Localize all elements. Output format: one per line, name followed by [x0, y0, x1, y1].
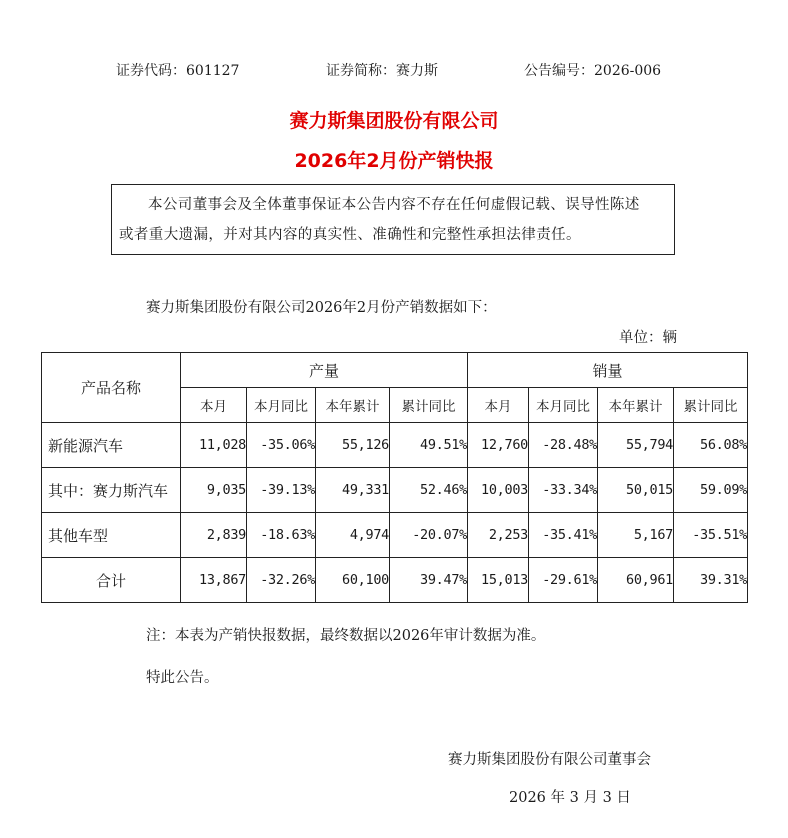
- cell: 56.08%: [674, 423, 748, 468]
- cell: 39.47%: [390, 558, 468, 603]
- cell: 49.51%: [390, 423, 468, 468]
- cell: 2,839: [181, 513, 247, 558]
- stock-abbreviation: 证券简称：赛力斯: [326, 63, 438, 79]
- table-row: [42, 423, 748, 468]
- cell: 39.31%: [674, 558, 748, 603]
- cell: 59.09%: [674, 468, 748, 513]
- cell: -20.07%: [390, 513, 468, 558]
- signature-org: 赛力斯集团股份有限公司董事会: [448, 752, 651, 768]
- column-header-prod-month-yoy: 本月同比: [247, 388, 316, 423]
- cell: 55,126: [316, 423, 390, 468]
- company-title: 赛力斯集团股份有限公司: [289, 110, 499, 132]
- cell: 60,100: [316, 558, 390, 603]
- cell: -28.48%: [529, 423, 598, 468]
- cell: -29.61%: [529, 558, 598, 603]
- column-group-sales: 销量: [468, 353, 748, 388]
- column-header-product-name: 产品名称: [42, 353, 181, 423]
- column-header-sales-ytd: 本年累计: [598, 388, 674, 423]
- cell: 52.46%: [390, 468, 468, 513]
- column-header-sales-month: 本月: [468, 388, 529, 423]
- row-label: 合计: [42, 558, 181, 603]
- column-header-prod-month: 本月: [181, 388, 247, 423]
- cell: 15,013: [468, 558, 529, 603]
- table-row-total: [42, 558, 748, 603]
- unit-label: 单位：辆: [619, 330, 677, 346]
- disclaimer-line-1: 本公司董事会及全体董事保证本公告内容不存在任何虚假记载、误导性陈述: [148, 197, 640, 213]
- row-label: 其他车型: [42, 513, 181, 558]
- cell: 10,003: [468, 468, 529, 513]
- cell: 9,035: [181, 468, 247, 513]
- row-label: 新能源汽车: [42, 423, 181, 468]
- cell: -35.06%: [247, 423, 316, 468]
- footnote: 注：本表为产销快报数据，最终数据以2026年审计数据为准。: [146, 628, 546, 644]
- cell: 55,794: [598, 423, 674, 468]
- cell: -18.63%: [247, 513, 316, 558]
- report-title: 2026年2月份产销快报: [294, 150, 494, 172]
- closing-statement: 特此公告。: [146, 670, 219, 686]
- signature-date: 2026 年 3 月 3 日: [509, 790, 631, 806]
- cell: 2,253: [468, 513, 529, 558]
- cell: 13,867: [181, 558, 247, 603]
- cell: 4,974: [316, 513, 390, 558]
- column-header-sales-ytd-yoy: 累计同比: [674, 388, 748, 423]
- cell: -32.26%: [247, 558, 316, 603]
- column-group-production: 产量: [181, 353, 468, 388]
- production-sales-table: [41, 352, 748, 603]
- cell: -33.34%: [529, 468, 598, 513]
- stock-code: 证券代码：601127: [116, 63, 240, 79]
- cell: -35.41%: [529, 513, 598, 558]
- cell: 60,961: [598, 558, 674, 603]
- cell: 11,028: [181, 423, 247, 468]
- cell: 12,760: [468, 423, 529, 468]
- row-label: 其中：赛力斯汽车: [42, 468, 181, 513]
- cell: -39.13%: [247, 468, 316, 513]
- disclaimer-line-2: 或者重大遗漏，并对其内容的真实性、准确性和完整性承担法律责任。: [119, 227, 581, 243]
- cell: 5,167: [598, 513, 674, 558]
- disclaimer-box: [111, 184, 675, 255]
- table-row: [42, 513, 748, 558]
- announcement-number: 公告编号：2026-006: [524, 63, 662, 79]
- table-row: [42, 468, 748, 513]
- cell: -35.51%: [674, 513, 748, 558]
- column-header-prod-ytd: 本年累计: [316, 388, 390, 423]
- cell: 50,015: [598, 468, 674, 513]
- intro-text: 赛力斯集团股份有限公司2026年2月份产销数据如下：: [146, 300, 497, 316]
- column-header-sales-month-yoy: 本月同比: [529, 388, 598, 423]
- column-header-prod-ytd-yoy: 累计同比: [390, 388, 468, 423]
- cell: 49,331: [316, 468, 390, 513]
